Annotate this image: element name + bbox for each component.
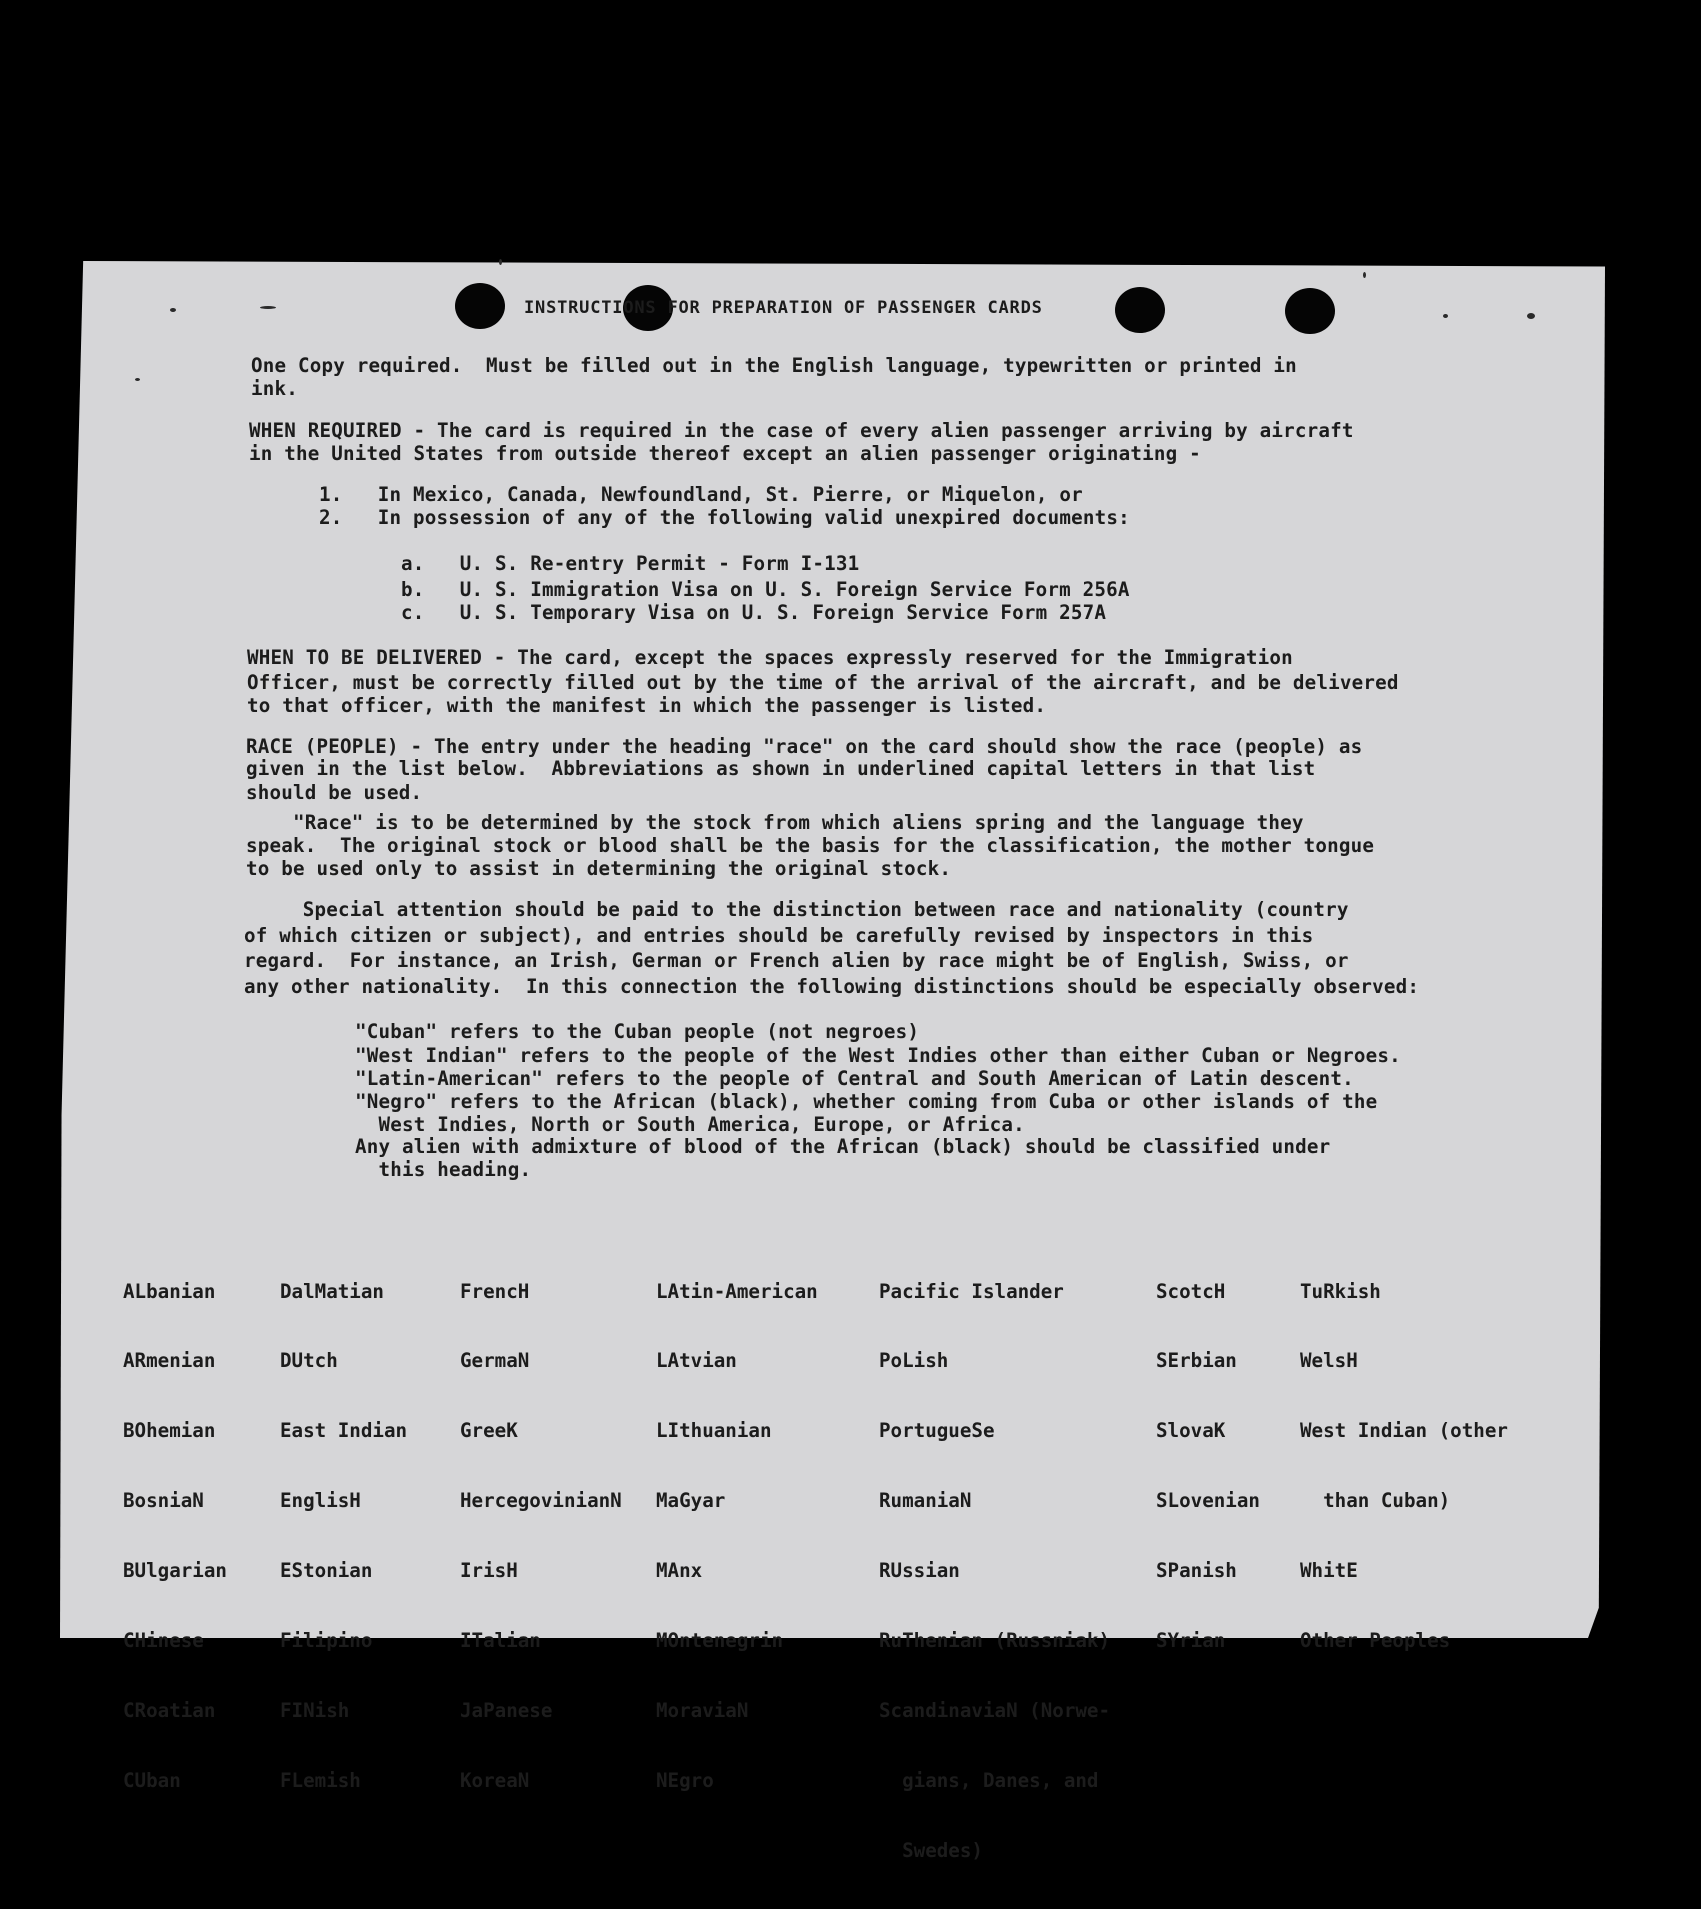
race-list-item: Pacific Islander (879, 1279, 1064, 1303)
race-list-column-6 (1156, 1233, 1260, 1699)
race-list-item: MAnx (656, 1559, 703, 1583)
speck-mark (260, 306, 276, 309)
punch-hole (1115, 287, 1165, 333)
numbered-item: 1. In Mexico, Canada, Newfoundland, St. Pierre, or Miquelon, or (319, 483, 1083, 506)
when-required-line: in the United States from outside thereof except an alien passenger originating - (249, 442, 1201, 465)
speck-mark (1527, 313, 1535, 319)
distinction-line: this heading. (355, 1158, 532, 1181)
distinction-line: "Latin-American" refers to the people of Central and South American of Latin descent. (355, 1067, 1354, 1090)
race-line: speak. The original stock or blood shall be the basis for the classification, the mother tongue (246, 834, 1375, 857)
race-list-item: MoraviaN (656, 1698, 749, 1722)
race-line: to be used only to assist in determining the original stock. (246, 857, 952, 880)
race-list-item: DalMatian (280, 1279, 384, 1303)
race-list-item: WhitE (1300, 1559, 1358, 1583)
race-list-item: Filipino (280, 1629, 373, 1653)
race-list-item: HercegovinianN (460, 1489, 622, 1513)
race-list-item: TuRkish (1300, 1279, 1381, 1303)
race-list-item: RumaniaN (879, 1489, 972, 1513)
punch-hole (1285, 288, 1335, 334)
race-line: RACE (PEOPLE) - The entry under the heading "race" on the card should show the race (people) as (246, 735, 1363, 758)
race-list-item: KoreaN (460, 1768, 530, 1792)
race-line: Special attention should be paid to the distinction between race and nationality (country (244, 898, 1349, 921)
race-list-item: GermaN (460, 1349, 530, 1373)
race-line: regard. For instance, an Irish, German or French alien by race might be of English, Swiss, or (244, 949, 1349, 972)
speck-mark (170, 308, 176, 312)
when-required-line: WHEN REQUIRED - The card is required in the case of every alien passenger arriving by aircraft (249, 419, 1354, 442)
distinction-line: "Cuban" refers to the Cuban people (not negroes) (355, 1020, 920, 1043)
race-list-item: ARmenian (123, 1349, 216, 1373)
race-line: of which citizen or subject), and entries should be carefully revised by inspectors in this (244, 924, 1314, 947)
race-list-item: LAtvian (656, 1349, 737, 1373)
race-list-column-1 (123, 1233, 227, 1839)
punch-hole (455, 283, 505, 329)
race-list-item: GreeK (460, 1419, 518, 1443)
speck-mark (1443, 314, 1448, 318)
when-delivered-line: WHEN TO BE DELIVERED - The card, except the spaces expressly reserved for the Immigration (247, 646, 1293, 669)
numbered-item: 2. In possession of any of the following valid unexpired documents: (319, 506, 1130, 529)
race-list-item: MOntenegrin (656, 1629, 784, 1653)
race-list-item: than Cuban) (1300, 1489, 1451, 1513)
intro-line: ink. (251, 377, 299, 400)
race-list-item: RuThenian (Russniak) (879, 1629, 1111, 1653)
document-item: b. U. S. Immigration Visa on U. S. Foreign Service Form 256A (401, 578, 1130, 601)
race-list-item: SErbian (1156, 1349, 1237, 1373)
race-list-item: CRoatian (123, 1698, 216, 1722)
distinction-line: Any alien with admixture of blood of the African (black) should be classified under (355, 1135, 1331, 1158)
race-list-item: LAtin-American (656, 1279, 818, 1303)
race-list-item: FLemish (280, 1768, 361, 1792)
race-list-item: SYrian (1156, 1629, 1226, 1653)
race-list-item: MaGyar (656, 1489, 726, 1513)
distinction-line: "Negro" refers to the African (black), whether coming from Cuba or other islands of the (355, 1090, 1378, 1113)
race-list-item: ITalian (460, 1629, 541, 1653)
speck-mark (1363, 272, 1366, 278)
race-list-item: PoLish (879, 1349, 949, 1373)
race-list-item: SPanish (1156, 1559, 1237, 1583)
when-delivered-line: Officer, must be correctly filled out by the time of the arrival of the aircraft, and be delivered (247, 671, 1399, 694)
race-list-item: WelsH (1300, 1349, 1358, 1373)
race-list-item: East Indian (280, 1419, 408, 1443)
race-list-item: Other Peoples (1300, 1629, 1451, 1653)
intro-line: One Copy required. Must be filled out in the English language, typewritten or printed in (251, 354, 1297, 377)
race-list-item: JaPanese (460, 1698, 553, 1722)
race-list-item: ScandinaviaN (Norwe- (879, 1698, 1111, 1722)
page-title: INSTRUCTIONS FOR PREPARATION OF PASSENGER CARDS (524, 298, 1043, 318)
race-list-item: ScotcH (1156, 1279, 1226, 1303)
race-list-item: EnglisH (280, 1489, 361, 1513)
race-list-item: BosniaN (123, 1489, 204, 1513)
race-list-item: RUssian (879, 1559, 960, 1583)
race-list-item: BUlgarian (123, 1559, 227, 1583)
race-list-item: Swedes) (879, 1838, 983, 1862)
race-line: should be used. (246, 781, 423, 804)
race-line: "Race" is to be determined by the stock from which aliens spring and the language they (246, 811, 1304, 834)
distinction-line: West Indies, North or South America, Europe, or Africa. (355, 1113, 1025, 1136)
when-delivered-line: to that officer, with the manifest in which the passenger is listed. (247, 694, 1047, 717)
speck-mark (499, 259, 502, 265)
race-list-item: PortugueSe (879, 1419, 995, 1443)
race-list-column-4 (656, 1233, 818, 1839)
race-list-column-7 (1300, 1233, 1508, 1699)
race-list-column-2 (280, 1233, 407, 1839)
race-list-item: DUtch (280, 1349, 338, 1373)
race-list-item: ALbanian (123, 1279, 216, 1303)
race-list-item: CHinese (123, 1629, 204, 1653)
race-list-item: FrencH (460, 1279, 530, 1303)
race-line: any other nationality. In this connection the following distinctions should be especially observed: (244, 975, 1420, 998)
race-list-item: SlovaK (1156, 1419, 1226, 1443)
race-list-item: West Indian (other (1300, 1419, 1508, 1443)
race-list-item: LIthuanian (656, 1419, 772, 1443)
race-list-item: SLovenian (1156, 1489, 1260, 1513)
race-list-item: FINish (280, 1698, 350, 1722)
race-line: given in the list below. Abbreviations as shown in underlined capital letters in that list (246, 757, 1316, 780)
race-list-item: IrisH (460, 1559, 518, 1583)
document-item: c. U. S. Temporary Visa on U. S. Foreign Service Form 257A (401, 601, 1107, 624)
distinction-line: "West Indian" refers to the people of the West Indies other than either Cuban or Negroes. (355, 1044, 1401, 1067)
race-list-column-5 (879, 1233, 1110, 1909)
race-list-column-3 (460, 1233, 622, 1839)
race-list-item: EStonian (280, 1559, 373, 1583)
speck-mark (135, 378, 140, 381)
document-item: a. U. S. Re-entry Permit - Form I-131 (401, 552, 860, 575)
race-list-item: NEgro (656, 1768, 714, 1792)
race-list-item: BOhemian (123, 1419, 216, 1443)
race-list-item: CUban (123, 1768, 181, 1792)
race-list-item: gians, Danes, and (879, 1768, 1099, 1792)
